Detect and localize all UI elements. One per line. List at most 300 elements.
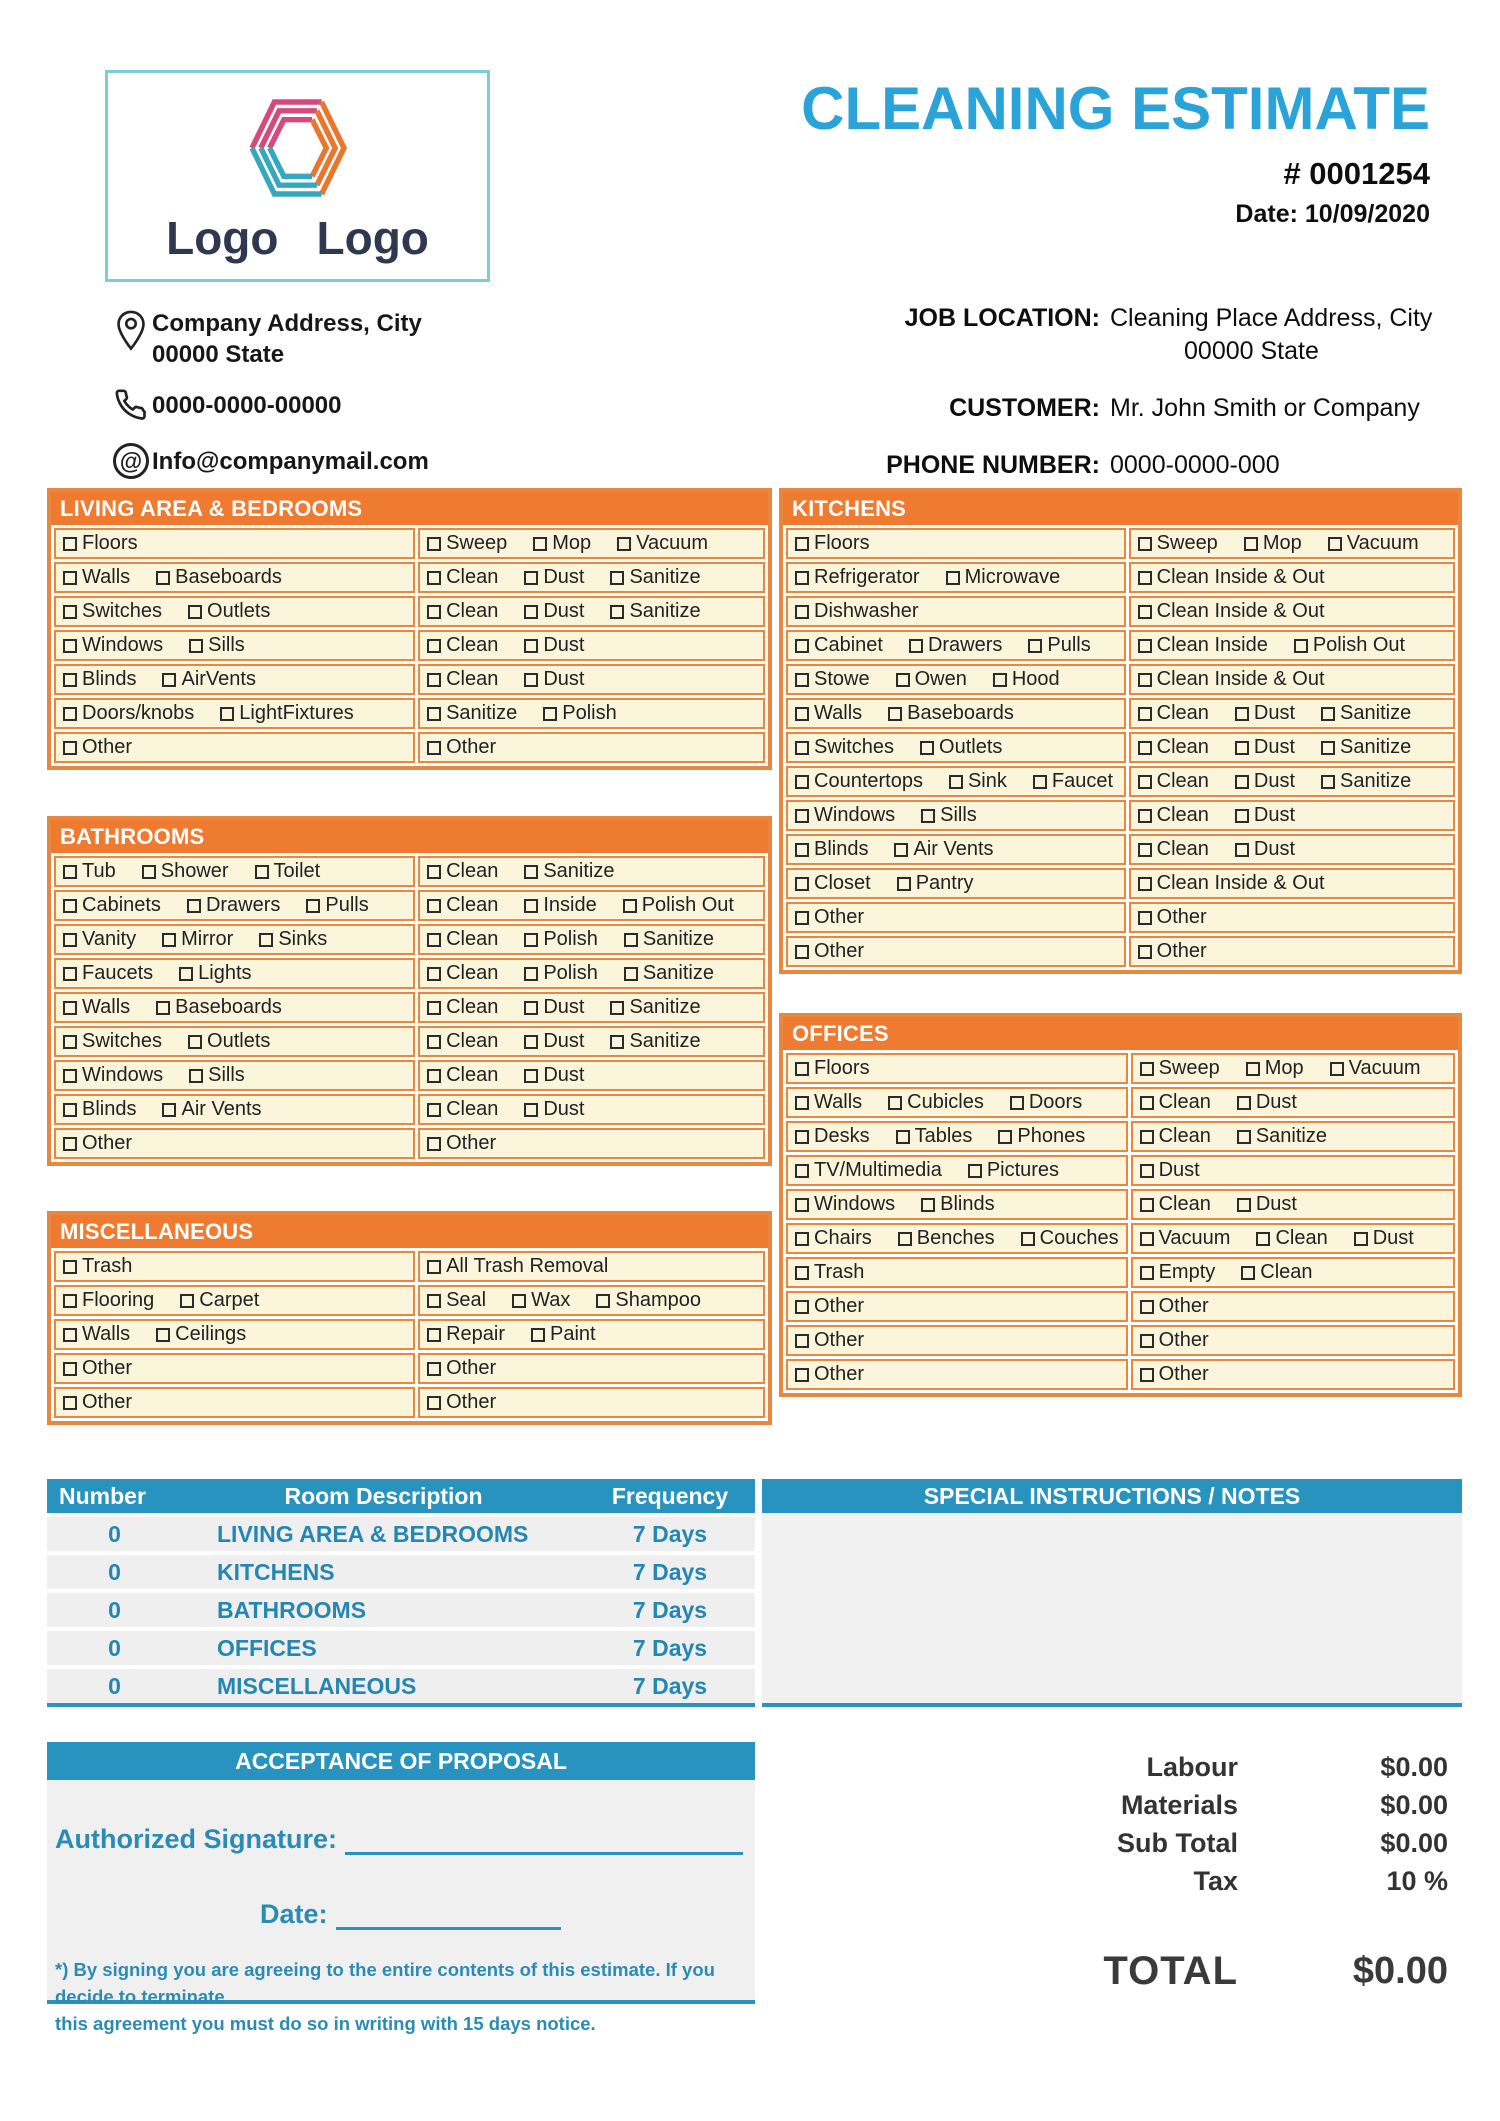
checkbox[interactable] — [427, 1137, 441, 1151]
checkbox[interactable] — [610, 1035, 624, 1049]
checkbox-item — [795, 1227, 872, 1250]
checkbox[interactable] — [946, 571, 960, 585]
checkbox[interactable] — [1237, 1130, 1251, 1144]
checkbox[interactable] — [524, 1103, 538, 1117]
checkbox[interactable] — [180, 1294, 194, 1308]
checkbox[interactable] — [1140, 1198, 1154, 1212]
checkbox[interactable] — [259, 933, 273, 947]
checkbox[interactable] — [1235, 775, 1249, 789]
actions-cell — [418, 630, 765, 661]
checkbox-label: Other — [1158, 1363, 1209, 1385]
checkbox-item — [533, 532, 591, 555]
checkbox-item — [156, 566, 282, 589]
checkbox[interactable] — [524, 933, 538, 947]
checkbox[interactable] — [1294, 639, 1308, 653]
actions-cell — [1129, 664, 1455, 695]
checkbox-label: Hood — [1011, 668, 1060, 690]
checkbox[interactable] — [610, 605, 624, 619]
checkbox[interactable] — [1237, 1096, 1251, 1110]
checkbox[interactable] — [795, 945, 809, 959]
checkbox[interactable] — [179, 967, 193, 981]
checkbox[interactable] — [1140, 1266, 1154, 1280]
signature-input-line[interactable] — [345, 1825, 743, 1855]
checklist-row — [54, 732, 765, 763]
checklist-left-column — [47, 488, 772, 1425]
checkbox[interactable] — [1140, 1164, 1154, 1178]
checkbox-item — [968, 1159, 1059, 1182]
checkbox[interactable] — [795, 843, 809, 857]
checkbox-item — [1140, 1159, 1200, 1182]
checkbox[interactable] — [524, 967, 538, 981]
checkbox[interactable] — [427, 1260, 441, 1274]
checkbox-label: Cabinet — [814, 634, 883, 656]
checkbox[interactable] — [63, 899, 77, 913]
checkbox[interactable] — [306, 899, 320, 913]
checkbox-label: Windows — [814, 804, 896, 826]
checkbox-item — [142, 860, 229, 883]
checkbox[interactable] — [427, 1328, 441, 1342]
items-cell — [54, 562, 415, 593]
items-cell — [54, 1387, 415, 1418]
checkbox[interactable] — [255, 865, 269, 879]
checkbox[interactable] — [1256, 1232, 1270, 1246]
checkbox[interactable] — [1028, 639, 1042, 653]
actions-cell — [1129, 936, 1455, 967]
checkbox-item — [1140, 1261, 1216, 1284]
checkbox[interactable] — [888, 707, 902, 721]
checkbox[interactable] — [524, 1069, 538, 1083]
checkbox[interactable] — [1140, 1062, 1154, 1076]
checkbox[interactable] — [524, 639, 538, 653]
checkbox[interactable] — [1354, 1232, 1368, 1246]
checkbox[interactable] — [63, 1328, 77, 1342]
checkbox[interactable] — [63, 571, 77, 585]
checklist-row — [786, 630, 1455, 661]
checkbox[interactable] — [1021, 1232, 1035, 1246]
checkbox-label: Switches — [82, 1030, 163, 1052]
job-location-value — [1110, 302, 1455, 368]
checkbox-item — [888, 702, 1014, 725]
checkbox[interactable] — [1138, 707, 1152, 721]
checkbox[interactable] — [1246, 1062, 1260, 1076]
checkbox-label: Tables — [914, 1125, 973, 1147]
checkbox[interactable] — [998, 1130, 1012, 1144]
checkbox[interactable] — [795, 1334, 809, 1348]
logo-text — [166, 211, 429, 265]
checkbox-label: Seal — [446, 1289, 487, 1311]
checkbox[interactable] — [1235, 707, 1249, 721]
checkbox-label: Dust — [1255, 1091, 1297, 1113]
checkbox[interactable] — [610, 571, 624, 585]
checkbox-label: Dust — [1253, 804, 1296, 826]
checkbox-label: Dust — [1253, 838, 1296, 860]
checkbox[interactable] — [795, 877, 809, 891]
checkbox-label: Dust — [543, 1030, 585, 1052]
checkbox[interactable] — [624, 967, 638, 981]
checklist-row — [786, 664, 1455, 695]
checkbox[interactable] — [533, 537, 547, 551]
checkbox-label: Dust — [543, 1098, 585, 1120]
checkbox-item — [63, 736, 132, 759]
checkbox[interactable] — [531, 1328, 545, 1342]
checkbox[interactable] — [610, 1001, 624, 1015]
checkbox[interactable] — [1010, 1096, 1024, 1110]
checkbox[interactable] — [894, 843, 908, 857]
actions-cell — [1129, 868, 1455, 899]
checkbox-label: Sanitize — [629, 1030, 701, 1052]
checkbox[interactable] — [524, 571, 538, 585]
checkbox[interactable] — [1321, 707, 1335, 721]
checkbox[interactable] — [795, 707, 809, 721]
checkbox[interactable] — [189, 1069, 203, 1083]
checkbox-label: Clean — [1158, 1193, 1211, 1215]
checkbox[interactable] — [897, 877, 911, 891]
checkbox[interactable] — [1235, 741, 1249, 755]
checkbox-label: Clean — [1275, 1227, 1328, 1249]
checkbox[interactable] — [795, 605, 809, 619]
checkbox-item — [427, 996, 498, 1019]
checkbox-item — [795, 940, 864, 963]
checkbox-label: Clean — [446, 1030, 499, 1052]
checkbox[interactable] — [427, 605, 441, 619]
checkbox-label: Clean — [446, 928, 499, 950]
checkbox[interactable] — [795, 1198, 809, 1212]
checklist-offices — [779, 1013, 1462, 1397]
checkbox[interactable] — [1140, 1368, 1154, 1382]
company-phone: 0000-0000-00000 — [152, 392, 342, 419]
actions-cell — [1131, 1257, 1455, 1288]
checkbox-item — [189, 1064, 245, 1087]
checkbox[interactable] — [543, 707, 557, 721]
items-cell — [786, 1325, 1128, 1356]
checkbox-label: Blinds — [82, 1098, 137, 1120]
actions-cell — [1131, 1121, 1455, 1152]
checkbox[interactable] — [1140, 1300, 1154, 1314]
checkbox-item — [427, 928, 498, 951]
checkbox[interactable] — [427, 1103, 441, 1117]
total-row-label: Materials — [1120, 1790, 1238, 1820]
checkbox[interactable] — [427, 933, 441, 947]
checklist-row — [786, 766, 1455, 797]
checkbox[interactable] — [1033, 775, 1047, 789]
checkbox-item — [63, 996, 130, 1019]
checkbox-label: Other — [446, 1132, 497, 1154]
checkbox-label: Benches — [916, 1227, 995, 1249]
checkbox[interactable] — [63, 1294, 77, 1308]
actions-cell — [1131, 1053, 1455, 1084]
checkbox-item — [156, 996, 282, 1019]
checkbox[interactable] — [1138, 911, 1152, 925]
checkbox[interactable] — [427, 1069, 441, 1083]
checkbox-label: Clean — [1156, 804, 1209, 826]
checkbox[interactable] — [1138, 843, 1152, 857]
checkbox[interactable] — [888, 1096, 902, 1110]
checklist-title: MISCELLANEOUS — [51, 1215, 768, 1248]
checkbox-label: Clean Inside — [1156, 634, 1268, 656]
checkbox-label: Walls — [814, 1091, 863, 1113]
checkbox[interactable] — [795, 1096, 809, 1110]
checkbox[interactable] — [63, 1103, 77, 1117]
checkbox[interactable] — [63, 967, 77, 981]
checkbox[interactable] — [142, 865, 156, 879]
items-cell — [786, 1359, 1128, 1390]
checkbox[interactable] — [896, 673, 910, 687]
checkbox[interactable] — [63, 707, 77, 721]
checkbox-label: Sweep — [1158, 1057, 1220, 1079]
checkbox-label: Dust — [543, 668, 585, 690]
total-row — [990, 1786, 1448, 1824]
checkbox[interactable] — [1138, 571, 1152, 585]
checkbox-item — [1021, 1227, 1119, 1250]
checkbox-item — [610, 1030, 700, 1053]
actions-cell — [1129, 732, 1455, 763]
checkbox[interactable] — [63, 1362, 77, 1376]
checkbox[interactable] — [427, 537, 441, 551]
checkbox-label: Sanitize — [629, 996, 701, 1018]
total-row-value: $0.00 — [1380, 1752, 1448, 1782]
checkbox[interactable] — [921, 809, 935, 823]
checkbox[interactable] — [63, 865, 77, 879]
checkbox[interactable] — [162, 673, 176, 687]
checkbox-item — [427, 1064, 498, 1087]
checkbox[interactable] — [1140, 1096, 1154, 1110]
checkbox[interactable] — [1140, 1232, 1154, 1246]
checkbox[interactable] — [795, 1062, 809, 1076]
checkbox-label: Cubicles — [907, 1091, 984, 1113]
checkbox-label: Baseboards — [175, 566, 282, 588]
summary-room-frequency: 7 Days — [632, 1673, 708, 1699]
checkbox[interactable] — [427, 899, 441, 913]
checkbox[interactable] — [795, 639, 809, 653]
checkbox-item — [524, 860, 614, 883]
checkbox[interactable] — [220, 707, 234, 721]
checkbox-item — [1235, 804, 1295, 827]
checkbox[interactable] — [63, 1260, 77, 1274]
checkbox-label: Sink — [967, 770, 1007, 792]
checkbox[interactable] — [920, 741, 934, 755]
items-cell — [786, 698, 1126, 729]
checkbox-item — [162, 668, 255, 691]
checkbox[interactable] — [795, 741, 809, 755]
actions-cell — [418, 664, 765, 695]
checkbox[interactable] — [427, 707, 441, 721]
checkbox[interactable] — [427, 1035, 441, 1049]
checkbox-item — [1028, 634, 1090, 657]
checkbox[interactable] — [189, 639, 203, 653]
checkbox[interactable] — [596, 1294, 610, 1308]
checkbox-label: Dust — [1253, 736, 1296, 758]
checkbox[interactable] — [156, 571, 170, 585]
checkbox-label: Clean — [446, 668, 499, 690]
checkbox-item — [1321, 702, 1411, 725]
checklist-row — [54, 992, 765, 1023]
checklist-table — [783, 1050, 1458, 1393]
checkbox[interactable] — [524, 899, 538, 913]
checkbox[interactable] — [427, 1001, 441, 1015]
checkbox[interactable] — [156, 1328, 170, 1342]
checkbox-item — [795, 1057, 870, 1080]
checkbox[interactable] — [795, 537, 809, 551]
checkbox-item — [1138, 702, 1209, 725]
checkbox[interactable] — [1321, 775, 1335, 789]
checkbox[interactable] — [1138, 741, 1152, 755]
checkbox[interactable] — [795, 911, 809, 925]
checkbox-label: Other — [814, 940, 865, 962]
job-location-label: JOB LOCATION: — [904, 304, 1100, 332]
date-row — [55, 1899, 743, 1930]
checkbox[interactable] — [795, 1300, 809, 1314]
checkbox[interactable] — [1138, 673, 1152, 687]
total-row-value: $0.00 — [1380, 1828, 1448, 1858]
checkbox[interactable] — [188, 605, 202, 619]
checkbox-label: Other — [814, 1363, 865, 1385]
checkbox[interactable] — [1138, 639, 1152, 653]
checkbox[interactable] — [427, 1294, 441, 1308]
items-cell — [54, 1026, 415, 1057]
checkbox[interactable] — [187, 899, 201, 913]
checkbox-label: Tub — [82, 860, 116, 882]
logo-word: Logo — [166, 212, 279, 264]
checkbox[interactable] — [1138, 537, 1152, 551]
items-cell — [54, 1251, 415, 1282]
checkbox[interactable] — [427, 865, 441, 879]
checkbox[interactable] — [162, 933, 176, 947]
total-row-label: Sub Total — [1117, 1828, 1238, 1858]
date-input-line[interactable] — [336, 1900, 561, 1930]
checkbox[interactable] — [1235, 843, 1249, 857]
checkbox[interactable] — [524, 865, 538, 879]
checkbox[interactable] — [1244, 537, 1258, 551]
checkbox-item — [896, 1125, 973, 1148]
checkbox[interactable] — [624, 933, 638, 947]
checkbox[interactable] — [795, 673, 809, 687]
checkbox[interactable] — [427, 741, 441, 755]
checkbox[interactable] — [795, 1164, 809, 1178]
checkbox[interactable] — [63, 1035, 77, 1049]
checkbox-item — [524, 668, 584, 691]
checklist-miscellaneous — [47, 1211, 772, 1425]
items-cell — [786, 936, 1126, 967]
checkbox-item — [188, 600, 270, 623]
checkbox-item — [1321, 770, 1411, 793]
checkbox[interactable] — [795, 1232, 809, 1246]
checkbox[interactable] — [617, 537, 631, 551]
checkbox-item — [427, 894, 498, 917]
checkbox[interactable] — [623, 899, 637, 913]
footnote-line1: *) By signing you are agreeing to the entire contents of this estimate. If you decide to terminate — [55, 1959, 715, 2007]
checkbox[interactable] — [1138, 775, 1152, 789]
checkbox[interactable] — [427, 1362, 441, 1376]
checkbox[interactable] — [1321, 741, 1335, 755]
checkbox-label: Air Vents — [913, 838, 994, 860]
checkbox[interactable] — [1328, 537, 1342, 551]
summary-header-description: Room Description — [284, 1483, 483, 1509]
checkbox[interactable] — [795, 809, 809, 823]
checkbox[interactable] — [1241, 1266, 1255, 1280]
checkbox[interactable] — [524, 605, 538, 619]
checkbox[interactable] — [512, 1294, 526, 1308]
checkbox[interactable] — [1138, 809, 1152, 823]
checkbox[interactable] — [1138, 605, 1152, 619]
checkbox[interactable] — [427, 639, 441, 653]
checklist-row — [786, 1359, 1455, 1390]
checkbox[interactable] — [1138, 945, 1152, 959]
checkbox[interactable] — [162, 1103, 176, 1117]
checkbox[interactable] — [795, 775, 809, 789]
checkbox[interactable] — [63, 673, 77, 687]
checkbox-item — [1138, 940, 1207, 963]
checkbox[interactable] — [795, 1130, 809, 1144]
checkbox-label: Carpet — [199, 1289, 260, 1311]
items-cell — [786, 596, 1126, 627]
items-cell — [786, 1189, 1128, 1220]
checkbox[interactable] — [63, 1069, 77, 1083]
actions-cell — [1131, 1087, 1455, 1118]
checkbox-item — [1138, 838, 1209, 861]
checkbox-label: Sanitize — [642, 962, 714, 984]
checkbox[interactable] — [993, 673, 1007, 687]
checkbox[interactable] — [909, 639, 923, 653]
checkbox[interactable] — [921, 1198, 935, 1212]
checkbox[interactable] — [1140, 1334, 1154, 1348]
actions-cell — [418, 1319, 765, 1350]
checkbox[interactable] — [63, 605, 77, 619]
checkbox[interactable] — [896, 1130, 910, 1144]
checkbox[interactable] — [63, 537, 77, 551]
checkbox[interactable] — [1235, 809, 1249, 823]
job-phone-value: 0000-0000-000 — [1110, 451, 1280, 479]
checkbox[interactable] — [63, 1137, 77, 1151]
special-instructions-textarea[interactable] — [762, 1513, 1462, 1703]
checklist-row — [786, 1155, 1455, 1186]
actions-cell — [418, 1387, 765, 1418]
checkbox[interactable] — [63, 1001, 77, 1015]
checkbox[interactable] — [188, 1035, 202, 1049]
checkbox[interactable] — [1138, 877, 1152, 891]
checkbox[interactable] — [427, 967, 441, 981]
checkbox[interactable] — [898, 1232, 912, 1246]
checkbox-label: Walls — [814, 702, 863, 724]
checkbox[interactable] — [1140, 1130, 1154, 1144]
checkbox[interactable] — [949, 775, 963, 789]
checkbox[interactable] — [63, 933, 77, 947]
checkbox[interactable] — [427, 673, 441, 687]
items-cell — [786, 630, 1126, 661]
checkbox[interactable] — [795, 1368, 809, 1382]
checkbox[interactable] — [1330, 1062, 1344, 1076]
checkbox[interactable] — [524, 673, 538, 687]
checkbox[interactable] — [63, 1396, 77, 1410]
checkbox-item — [896, 668, 967, 691]
checkbox[interactable] — [63, 741, 77, 755]
checkbox[interactable] — [427, 1396, 441, 1410]
checkbox[interactable] — [795, 1266, 809, 1280]
checkbox-label: Other — [1158, 1295, 1209, 1317]
checkbox[interactable] — [1237, 1198, 1251, 1212]
checkbox-label: Pantry — [915, 872, 974, 894]
total-row-value: $0.00 — [1380, 1790, 1448, 1820]
checkbox[interactable] — [524, 1001, 538, 1015]
checkbox[interactable] — [795, 571, 809, 585]
checkbox[interactable] — [427, 571, 441, 585]
checkbox[interactable] — [524, 1035, 538, 1049]
company-address — [152, 308, 422, 370]
checkbox-item — [1354, 1227, 1414, 1250]
checkbox[interactable] — [968, 1164, 982, 1178]
checkbox[interactable] — [63, 639, 77, 653]
checkbox[interactable] — [156, 1001, 170, 1015]
checkbox-label: Polish — [543, 928, 598, 950]
